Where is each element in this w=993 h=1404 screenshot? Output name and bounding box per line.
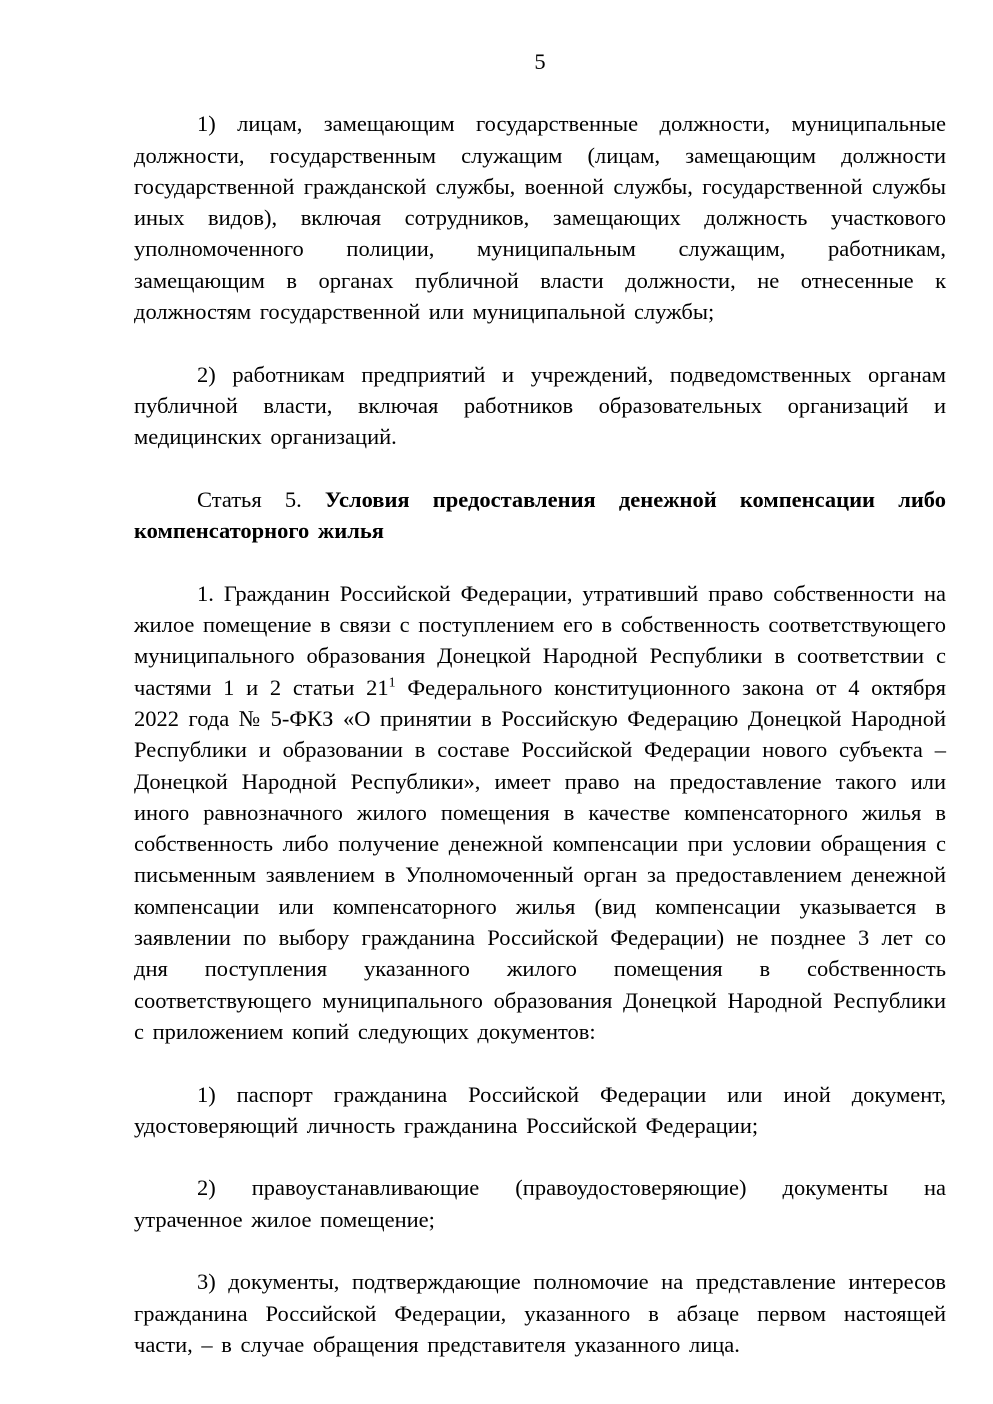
- document-item-3-paragraph: [134, 1266, 946, 1360]
- document-body: [134, 46, 946, 1360]
- clause-2-paragraph: [134, 359, 946, 453]
- document-item-1-paragraph: [134, 1079, 946, 1142]
- text-segment: 1. Гражданин Российской Федерации, утративший право собственности на жилое помещение в связи с поступлением его в собственность соответствующего муниципального образования Донецкой Народной Республики в соответствии с частями 1 и 2 статьи 21: [134, 580, 946, 700]
- text-segment: 2) работникам предприятий и учреждений, подведомственных органам публичной власти, включая работников образовательных организаций и медицинских организаций.: [134, 361, 946, 450]
- text-segment: 1) лицам, замещающим государственные должности, муниципальные должности, государственным служащим (лицам, замещающим должности государственной гражданской службы, военной службы, государственной службы иных видов), включая сотрудников, замещающих должность участкового уполномоченного полиции, муниципальным служащим, работникам, замещающим в органах публичной власти должности, не отнесенные к должностям государственной или муниципальной службы;: [134, 111, 946, 325]
- clause-1-paragraph: [134, 108, 946, 327]
- article-5-heading: [134, 484, 946, 547]
- part-1-paragraph: [134, 578, 946, 1047]
- text-segment: 1) паспорт гражданина Российской Федерации или иной документ, удостоверяющий личность гражданина Российской Федерации;: [134, 1081, 946, 1138]
- superscript-note-ref: 1: [388, 675, 396, 691]
- text-segment: Условия предоставления денежной компенсации либо компенсаторного жилья: [134, 486, 946, 544]
- document-item-2-paragraph: [134, 1172, 946, 1235]
- page-number: 5: [534, 49, 546, 74]
- text-segment: 2) правоустанавливающие (правоудостоверяющие) документы на утраченное жилое помещение;: [134, 1175, 946, 1232]
- text-segment: 3) документы, подтверждающие полномочие на представление интересов гражданина Российской Федерации, указанного в абзаце первом настоящей части, – в случае обращения представителя указанного лица.: [134, 1269, 946, 1357]
- text-segment: Статья 5.: [197, 486, 325, 512]
- text-segment: Федерального конституционного закона от 4 октября 2022 года № 5-ФКЗ «О принятии в Российскую Федерацию Донецкой Народной Республики и образовании в составе Российской Федерации нового субъекта – Донецкой Народной Республики», имеет право на предоставление такого или иного равнозначного жилого помещения в качестве компенсаторного жилья в собственность либо получение денежной компенсации при условии обращения с письменным заявлением в Уполномоченный орган за предоставлением денежной компенсации или компенсаторного жилья (вид компенсации указывается в заявлении по выбору гражданина Российской Федерации) не позднее 3 лет со дня поступления указанного жилого помещения в собственность соответствующего муниципального образования Донецкой Народной Республики с приложением копий следующих документов:: [134, 674, 946, 1044]
- document-text-blocks: [134, 108, 946, 1360]
